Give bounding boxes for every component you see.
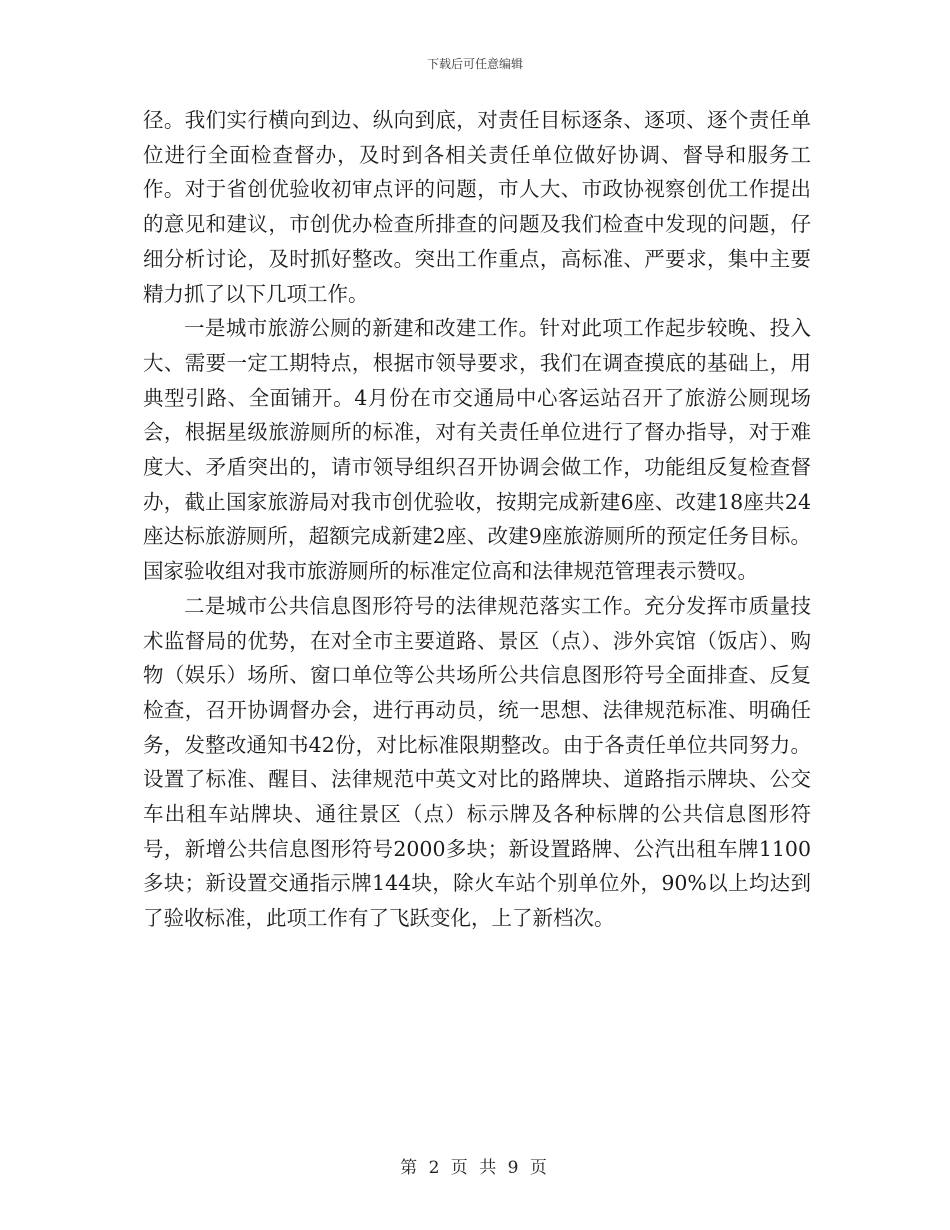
page-header: 下载后可任意编辑 <box>426 57 523 71</box>
paragraph-continuation: 径。我们实行横向到边、纵向到底，对责任目标逐条、逐项、逐个责任单位进行全面检查督办，及时到各相关责任单位做好协调、督导和服务工作。对于省创优验收初审点评的问题，市人大、市政协视察创优工作提出的意见和建议，市创优办检查所排查的问题及我们检查中发现的问题，仔细分析讨论，及时抓好整改。突出工作重点，高标准、严要求，集中主要精力抓了以下几项工作。 <box>143 108 811 306</box>
document-body <box>143 103 811 936</box>
paragraph-signage: 二是城市公共信息图形符号的法律规范落实工作。充分发挥市质量技术监督局的优势，在对全市主要道路、景区（点）、涉外宾馆（饭店）、购物（娱乐）场所、窗口单位等公共场所公共信息图形符号全面排查、反复检查，召开协调督办会，进行再动员，统一思想、法律规范标准、明确任务，发整改通知书42份，对比标准限期整改。由于各责任单位共同努力。设置了标准、醒目、法律规范中英文对比的路牌块、道路指示牌块、公交车出租车站牌块、通往景区（点）标示牌及各种标牌的公共信息图形符号，新增公共信息图形符号2000多块；新设置路牌、公汽出租车牌1100多块；新设置交通指示牌144块，除火车站个别单位外，90%以上均达到了验收标准，此项工作有了飞跃变化，上了新档次。 <box>143 593 811 931</box>
page-number: 第 2 页 共 9 页 <box>400 1158 550 1178</box>
paragraph-toilets: 一是城市旅游公厕的新建和改建工作。针对此项工作起步较晚、投入大、需要一定工期特点，根据市领导要求，我们在调查摸底的基础上，用典型引路、全面铺开。4月份在市交通局中心客运站召开了旅游公厕现场会，根据星级旅游厕所的标准，对有关责任单位进行了督办指导，对于难度大、矛盾突出的，请市领导组织召开协调会做工作，功能组反复检查督办，截止国家旅游局对我市创优验收，按期完成新建6座、改建18座共24座达标旅游厕所，超额完成新建2座、改建9座旅游厕所的预定任务目标。国家验收组对我市旅游厕所的标准定位高和法律规范管理表示赞叹。 <box>143 316 811 584</box>
